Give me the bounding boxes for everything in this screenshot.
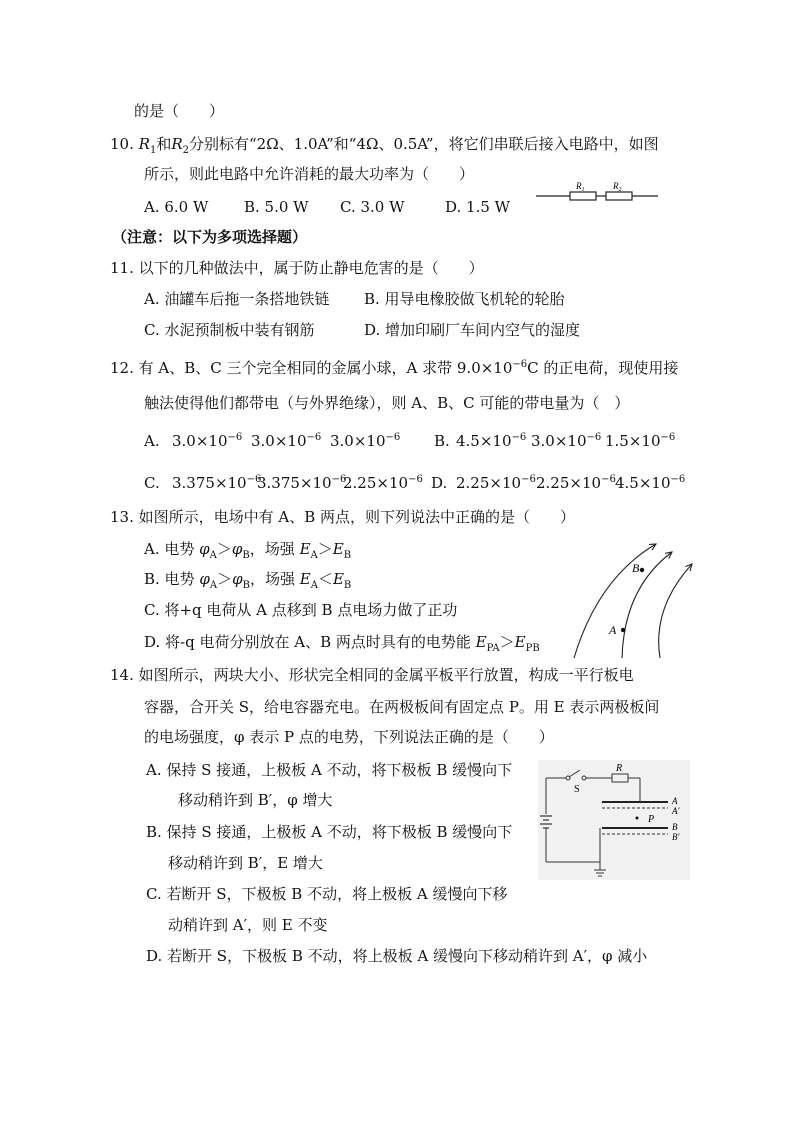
q11-stem: 以下的几种做法中，属于防止静电危害的是（ ） — [138, 259, 484, 277]
multi-choice-note: （注意：以下为多项选择题） — [112, 228, 308, 246]
point-p — [636, 817, 639, 820]
resistor-r2 — [606, 192, 632, 200]
q14-option-b-line2: 移动稍许到 B′，E 增大 — [168, 854, 323, 872]
q14-option-b-line1: B. 保持 S 接通，上极板 A 不动，将下极板 B 缓慢向下 — [146, 823, 513, 841]
q12-option-a-value: $3.0\times 10^{-6}$ — [330, 432, 401, 450]
q12-option-b-value: $4.5\times 10^{-6}$ — [456, 432, 527, 450]
point-a — [621, 628, 625, 632]
switch-label: S — [574, 784, 580, 795]
q11-option-b: B. 用导电橡胶做飞机轮的轮胎 — [364, 290, 565, 308]
q14-line1: 14. 如图所示，两块大小、形状完全相同的金属平板平行放置，构成一平行板电 — [110, 666, 634, 684]
q11-option-a: A. 油罐车后拖一条搭地铁链 — [144, 290, 330, 308]
q12-line1: 12. 有 A、B、C 三个完全相同的金属小球，A 求带 $9.0\times 10^{-6}C$ 的正电荷，现使用接 — [110, 359, 679, 377]
q13-line1 — [110, 507, 575, 527]
q14-line3: 的电场强度，φ 表示 P 点的电势，下列说法正确的是（ ） — [144, 728, 554, 746]
point-b-label: B — [632, 561, 640, 575]
q9-tail: 的是（ ） — [134, 102, 225, 120]
plate-a-prime-label: A′ — [672, 806, 680, 816]
q11-option-c: C. 水泥预制板中装有钢筋 — [144, 321, 315, 339]
q12-option-c-label: C. — [144, 474, 160, 492]
field-line — [659, 564, 692, 658]
q14-number: 14. — [110, 666, 134, 684]
plate-b-prime-label: B′ — [672, 832, 680, 842]
point-b — [640, 568, 644, 572]
q12-option-c-value: $3.375\times 10^{-6}$ — [172, 474, 262, 492]
q10-line2: 所示，则此电路中允许消耗的最大功率为（ ） — [144, 165, 475, 183]
q12-option-a-value: $3.0\times 10^{-6}$ — [172, 432, 243, 450]
q10-option-b: B. 5.0 W — [244, 198, 309, 216]
q11-number: 11. — [110, 259, 134, 277]
plate-b-label: B — [672, 822, 678, 832]
q12-number: 12. — [110, 359, 134, 377]
q14-capacitor-circuit-figure — [538, 760, 690, 880]
q12-option-d-value: $4.5\times 10^{-6}$ — [615, 474, 686, 492]
q14-option-a-line1: A. 保持 S 接通，上极板 A 不动，将下极板 B 缓慢向下 — [146, 761, 513, 779]
q12-option-c-value: $2.25\times 10^{-6}$ — [343, 474, 423, 492]
q13-option-c: C. 将+q 电荷从 A 点移到 B 点电场力做了正功 — [144, 601, 458, 619]
q12-option-a-label: A. — [144, 432, 160, 450]
q12-option-b-label: B. — [434, 432, 450, 450]
resistor-label: R — [616, 763, 623, 774]
q14-option-c-line2: 动稍许到 A′，则 E 不变 — [168, 916, 328, 934]
point-p-label: P — [648, 814, 655, 825]
q12-option-d-value: $2.25\times 10^{-6}$ — [536, 474, 616, 492]
q12-option-a-value: $3.0\times 10^{-6}$ — [251, 432, 322, 450]
r1-label: $R_1$ — [576, 181, 585, 193]
q10-circuit-figure — [532, 180, 662, 210]
q10-option-a: A. 6.0 W — [144, 198, 209, 216]
q14-option-a-line2: 移动稍许到 B′，φ 增大 — [178, 791, 333, 809]
q12-option-d-label: D. — [431, 474, 448, 492]
q14-option-c-line1: C. 若断开 S，下极板 B 不动，将上极板 A 缓慢向下移 — [146, 885, 508, 903]
point-a-label: A — [609, 623, 617, 637]
resistor-r1 — [570, 192, 596, 200]
q10-number: 10. — [110, 135, 134, 153]
q14-option-d: D. 若断开 S，下极板 B 不动，将上极板 A 缓慢向下移动稍许到 A′，φ 减小 — [146, 947, 648, 965]
plate-a-label: A — [672, 796, 678, 806]
q12-line2: 触法使得他们都带电（与外界绝缘），则 A、B、C 可能的带电量为（ ） — [144, 394, 630, 412]
q10-option-c: C. 3.0 W — [340, 198, 405, 216]
q12-option-c-value: $3.375\times 10^{-6}$ — [257, 474, 347, 492]
q10-line1: 10. $R_1$和$R_2$分别标有“2Ω、1.0A”和“4Ω、0.5A”，将它们串联后接入电路中，如图 — [110, 135, 659, 156]
field-line — [622, 552, 672, 658]
q13-option-d: D. 将-q 电荷分别放在 A、B 两点时具有的电势能 $E_{PA}>E_{PB}$ — [144, 633, 540, 654]
q12-option-b-value: $1.5\times 10^{-6}$ — [605, 432, 676, 450]
q10-option-d: D. 1.5 W — [445, 198, 511, 216]
q12-option-b-value: $3.0\times 10^{-6}$ — [531, 432, 602, 450]
q14-line2: 容器，合开关 S，给电容器充电。在两极板间有固定点 P。用 E 表示两极板间 — [144, 698, 660, 716]
q13-option-b: B. 电势 $\varphi_A>\varphi_B$，场强 $E_A<E_B$ — [144, 570, 352, 591]
q13-stem: 如图所示，电场中有 A、B 两点，则下列说法中正确的是（ ） — [138, 508, 576, 526]
q12-option-d-value: $2.25\times 10^{-6}$ — [456, 474, 536, 492]
q13-option-a: A. 电势 $\varphi_A>\varphi_B$，场强 $E_A>E_B$ — [144, 540, 352, 561]
q13-field-lines-figure — [560, 538, 700, 660]
r2-label: $R_2$ — [613, 181, 622, 193]
q13-number: 13. — [110, 508, 134, 526]
q11-option-d: D. 增加印刷厂车间内空气的湿度 — [364, 321, 581, 339]
q11-line1 — [110, 258, 484, 278]
field-line — [574, 544, 656, 658]
